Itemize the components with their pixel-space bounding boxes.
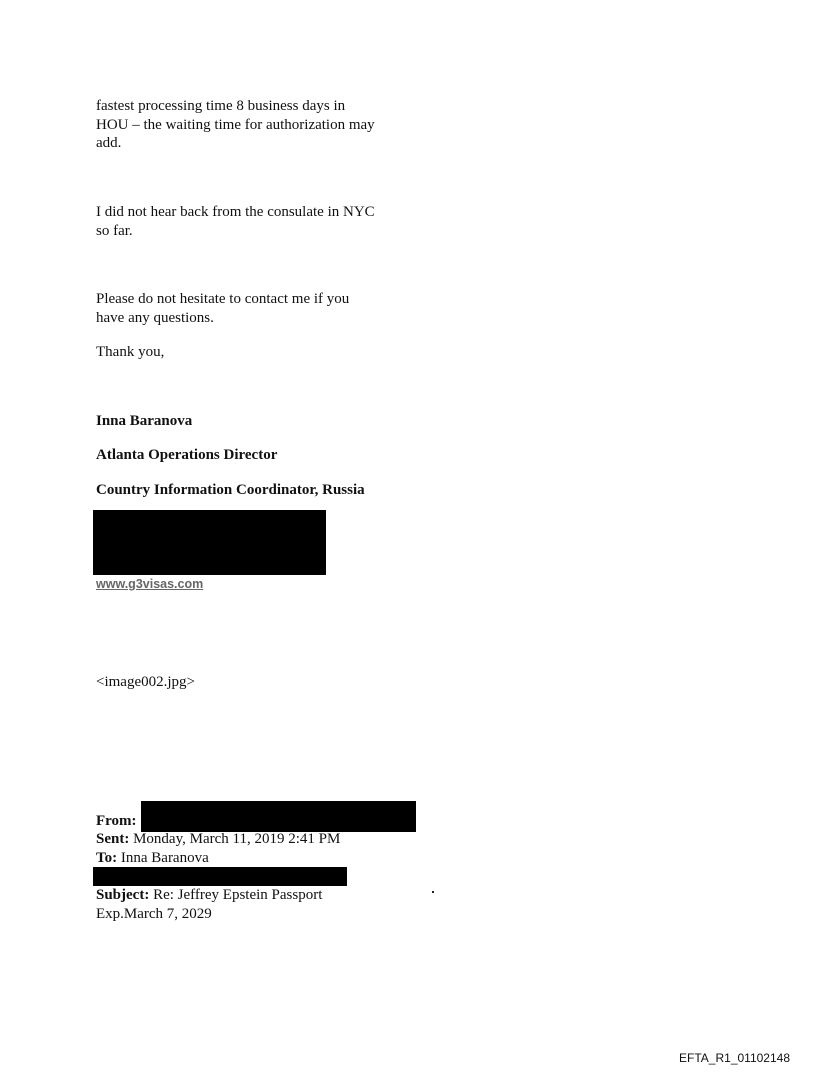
redaction-block <box>93 867 347 886</box>
email-sent-line <box>96 830 340 849</box>
signature-role: Country Information Coordinator, Russia <box>96 482 365 498</box>
subject-label: Subject: <box>96 887 150 903</box>
email-to-line <box>96 849 209 868</box>
image-placeholder: <image002.jpg> <box>96 674 195 690</box>
redaction-block <box>141 801 416 832</box>
body-paragraph-processing-time: fastest processing time 8 business days in HOU – the waiting time for authorization may add. <box>96 98 375 151</box>
sent-value: Monday, March 11, 2019 2:41 PM <box>133 831 341 847</box>
to-value: Inna Baranova <box>120 850 209 866</box>
closing-line: Thank you, <box>96 344 165 360</box>
to-label: To: <box>96 850 118 866</box>
sent-label: Sent: <box>96 831 130 847</box>
document-id: EFTA_R1_01102148 <box>679 1051 790 1065</box>
signature-title: Atlanta Operations Director <box>96 447 278 463</box>
from-label: From: <box>96 813 137 829</box>
stray-dot <box>432 891 434 893</box>
body-paragraph-consulate: I did not hear back from the consulate in NYC so far. <box>96 204 375 239</box>
redaction-block <box>93 510 326 575</box>
email-subject-line <box>96 886 396 923</box>
signature-name: Inna Baranova <box>96 413 193 429</box>
email-from-line <box>96 812 137 831</box>
body-paragraph-contact: Please do not hesitate to contact me if you have any questions. <box>96 291 350 326</box>
website-link[interactable]: www.g3visas.com <box>96 577 204 591</box>
subject-value: Re: Jeffrey Epstein Passport Exp.March 7, 2029 <box>96 887 323 922</box>
